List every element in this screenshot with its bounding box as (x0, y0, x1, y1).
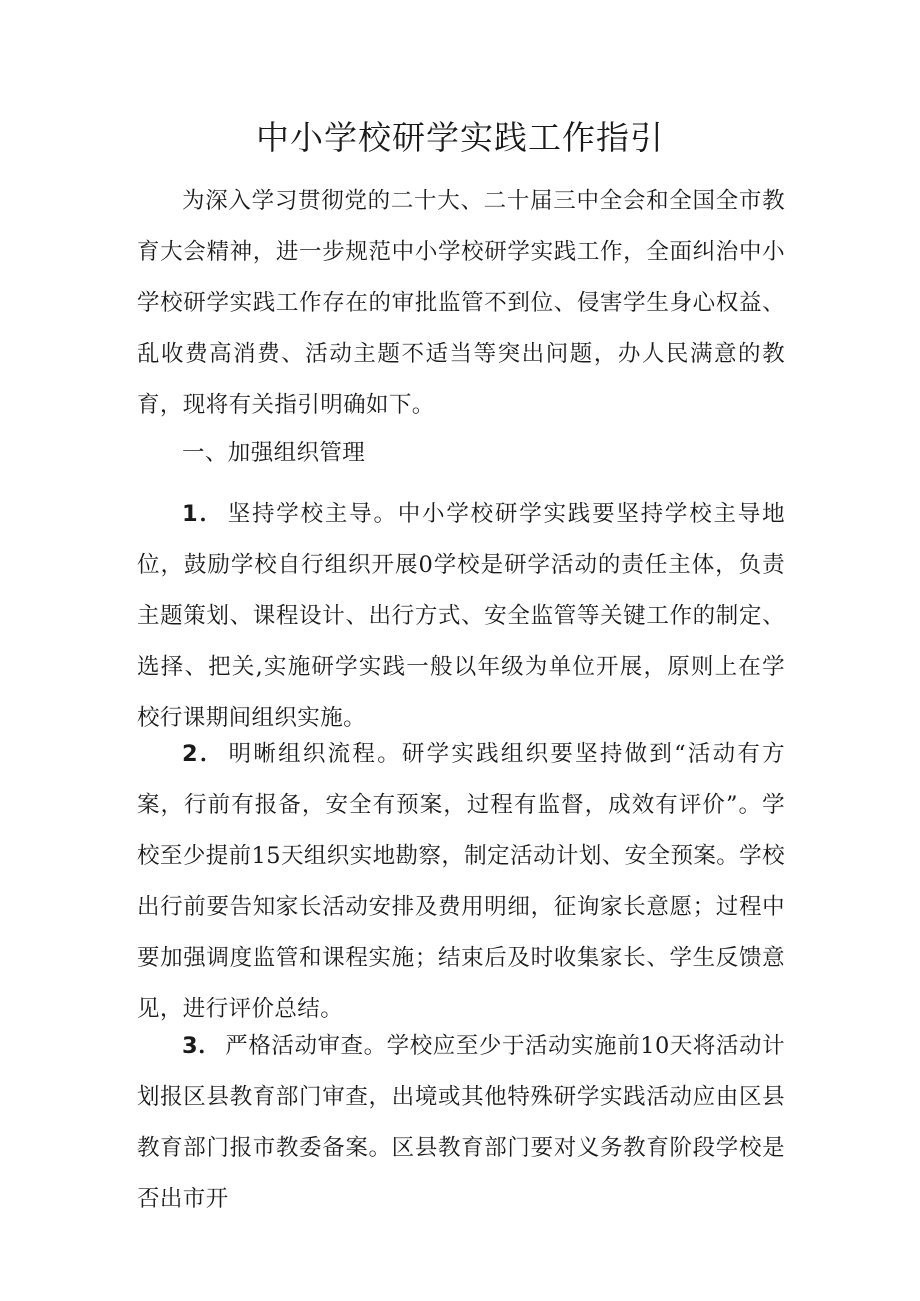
list-item (137, 1021, 785, 1225)
list-item (137, 729, 785, 1035)
item-text: 明晰组织流程。研学实践组织要坚持做到“活动有方案，行前有报备，安全有预案，过程有监督，成效有评价”。学校至少提前15天组织实地勘察，制定活动计划、安全预案。学校出行前要告知家长活动安排及费用明细，征询家长意愿；过程中要加强调度监管和课程实施；结束后及时收集家长、学生反馈意见，进行评价总结。 (137, 741, 785, 1022)
item-number: 2． (182, 741, 225, 767)
intro-paragraph: 为深入学习贯彻党的二十大、二十届三中全会和全国全市教育大会精神，进一步规范中小学校研学实践工作，全面纠治中小学校研学实践工作存在的审批监管不到位、侵害学生身心权益、乱收费高消费、活动主题不适当等突出问题，办人民满意的教育，现将有关指引明确如下。 (137, 188, 785, 418)
section-heading: 一、加强组织管理 (182, 440, 366, 466)
list-item (137, 489, 785, 744)
document-title: 中小学校研学实践工作指引 (256, 118, 664, 157)
item-text: 坚持学校主导。中小学校研学实践要坚持学校主导地位，鼓励学校自行组织开展0学校是研学活动的责任主体，负责主题策划、课程设计、出行方式、安全监管等关键工作的制定、选择、把关,实施研学实践一般以年级为单位开展，原则上在学校行课期间组织实施。 (137, 501, 785, 731)
item-number: 1． (182, 501, 224, 527)
item-text: 严格活动审查。学校应至少于活动实施前10天将活动计划报区县教育部门审查，出境或其他特殊研学实践活动应由区县教育部门报市教委备案。区县教育部门要对义务教育阶段学校是否出市开 (137, 1033, 785, 1212)
item-number: 3． (182, 1033, 222, 1059)
